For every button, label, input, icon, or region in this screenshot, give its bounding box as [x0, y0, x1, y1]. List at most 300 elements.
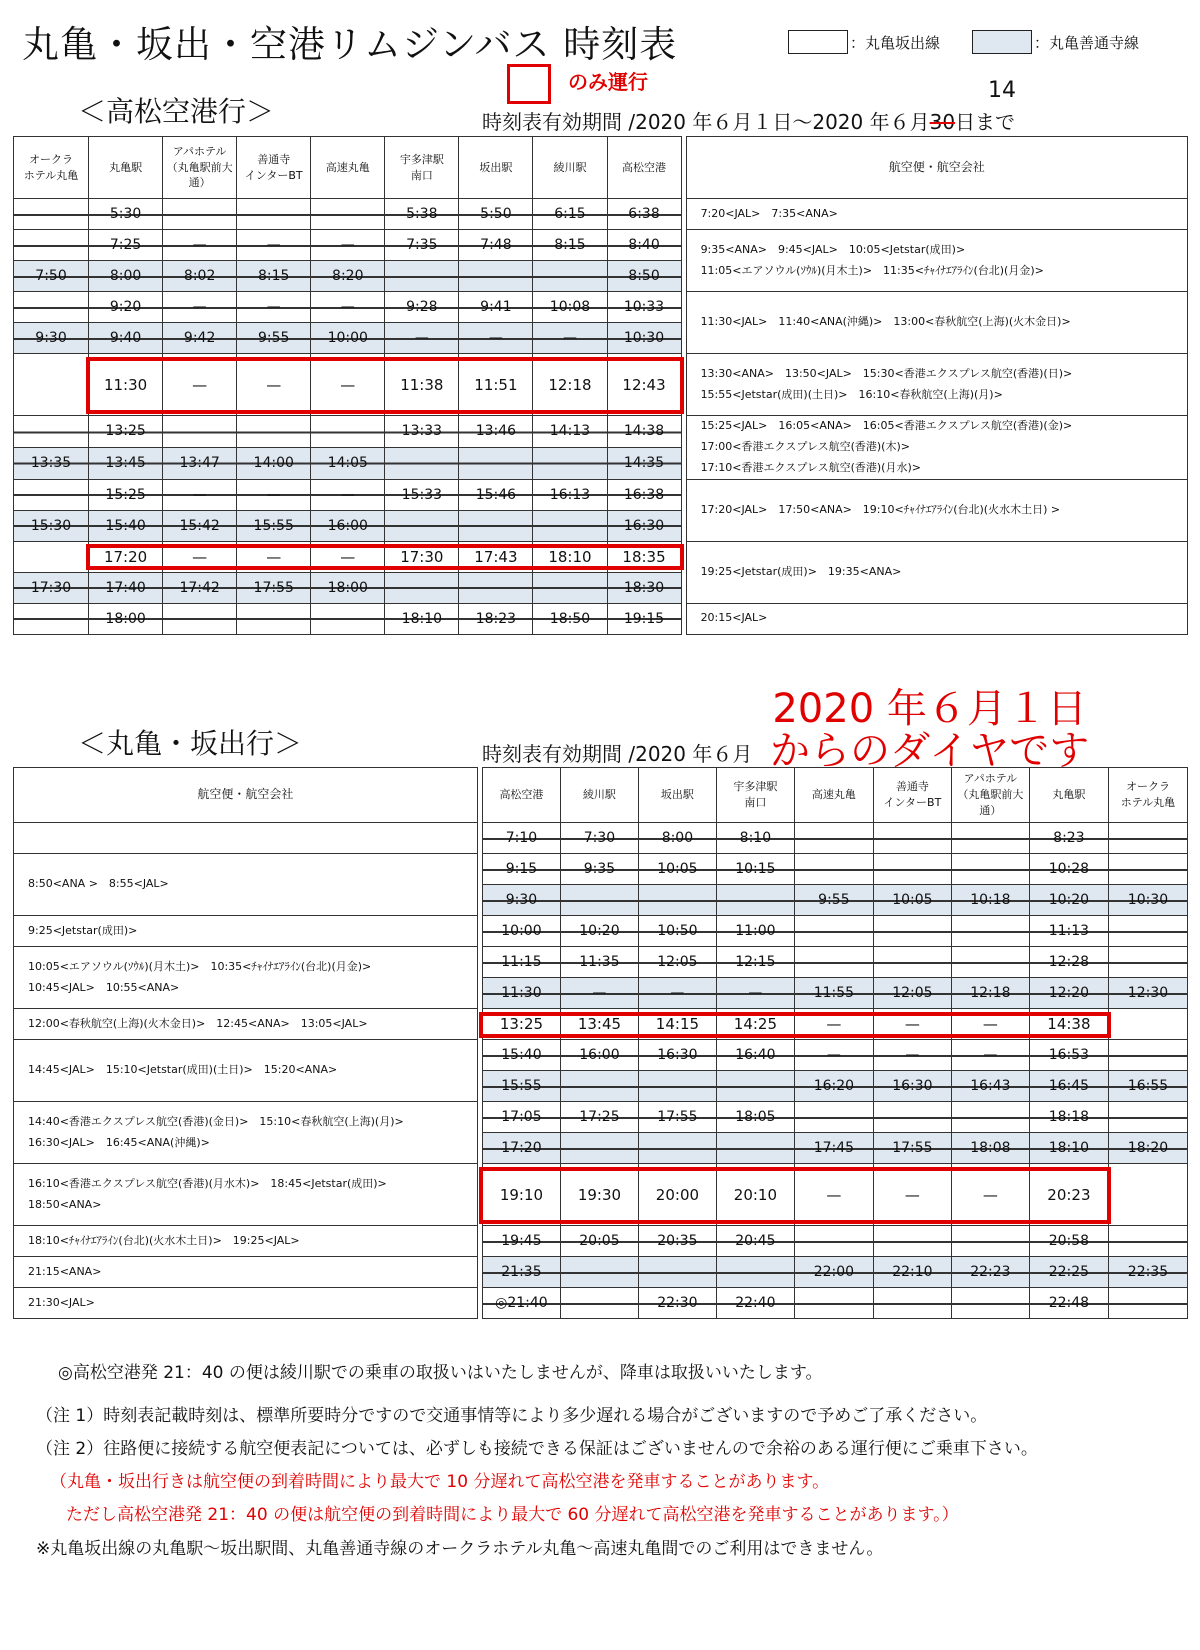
marugame-time-cell: 10:05 [873, 885, 951, 916]
marugame-row [14, 1040, 1188, 1071]
marugame-time-cell: 11:35 [560, 947, 638, 978]
marugame-header-6: アパホテル （丸亀駅前大 通） [951, 768, 1029, 823]
airport-time-cell [14, 230, 89, 261]
note-delay: （丸亀・坂出行きは航空便の到着時間により最大で 10 分遅れて高松空港を発車することがあります。 [50, 1472, 830, 1492]
marugame-time-cell: 13:45 [560, 1009, 638, 1040]
marugame-time-cell [794, 1102, 873, 1133]
marugame-time-cell: 12:15 [716, 947, 794, 978]
marugame-row [14, 854, 1188, 885]
airport-time-cell: 18:00 [311, 572, 385, 603]
marugame-time-cell [951, 1288, 1029, 1319]
airport-flight-info: 15:25<JAL> 16:05<ANA> 16:05<香港エクスプレス航空(香港)(金)> 17:00<香港エクスプレス航空(香港)(木)> 17:10<香港エクスプレス航空(香港)(月水)> [686, 416, 1187, 480]
marugame-time-cell: ◎21:40 [482, 1288, 560, 1319]
airport-time-cell: 13:45 [89, 447, 163, 479]
marugame-time-cell: 22:10 [873, 1257, 951, 1288]
airport-time-cell: 15:46 [459, 479, 533, 510]
marugame-time-cell: 17:05 [482, 1102, 560, 1133]
marugame-time-cell: 14:15 [638, 1009, 716, 1040]
airport-time-cell [237, 416, 311, 448]
airport-time-cell [311, 199, 385, 230]
airport-time-cell: 16:38 [607, 479, 681, 510]
airport-time-cell: — [311, 541, 385, 572]
marugame-time-cell: 17:20 [482, 1133, 560, 1164]
airport-row [14, 603, 1188, 634]
airport-row [14, 479, 1188, 510]
marugame-time-cell: 20:35 [638, 1226, 716, 1257]
airport-validity-correction: 14 [988, 78, 1016, 103]
airport-time-cell: 16:30 [607, 510, 681, 541]
marugame-time-cell: 11:00 [716, 916, 794, 947]
airport-time-cell: 8:00 [89, 261, 163, 292]
airport-validity-prefix: 時刻表有効期間 /2020 年６月１日〜2020 年６月 [482, 110, 930, 134]
airport-time-cell: 18:10 [533, 541, 607, 572]
marugame-time-cell: 9:30 [482, 885, 560, 916]
airport-time-cell: 8:15 [237, 261, 311, 292]
marugame-time-cell: 10:50 [638, 916, 716, 947]
airport-time-cell: — [311, 292, 385, 323]
marugame-time-cell [873, 1226, 951, 1257]
marugame-time-cell: 18:05 [716, 1102, 794, 1133]
airport-time-cell: 15:55 [237, 510, 311, 541]
marugame-header-3: 宇多津駅 南口 [716, 768, 794, 823]
airport-validity-struck-date: 30 [929, 110, 956, 134]
airport-time-cell [459, 510, 533, 541]
airport-time-cell: 17:20 [89, 541, 163, 572]
marugame-time-cell [951, 823, 1029, 854]
airport-time-cell: 7:25 [89, 230, 163, 261]
airport-flights-header: 航空便・航空会社 [686, 137, 1187, 199]
airport-time-cell: 8:40 [607, 230, 681, 261]
airport-time-cell: 12:18 [533, 354, 607, 416]
airport-time-cell: 18:23 [459, 603, 533, 634]
marugame-time-cell: 11:55 [794, 978, 873, 1009]
airport-time-cell: 8:50 [607, 261, 681, 292]
legend-zentsuji-swatch [972, 30, 1032, 54]
marugame-flight-info [14, 823, 478, 854]
airport-time-cell [311, 416, 385, 448]
airport-time-cell [14, 603, 89, 634]
marugame-time-cell [1108, 823, 1187, 854]
airport-time-cell: 10:33 [607, 292, 681, 323]
marugame-time-cell: 16:30 [638, 1040, 716, 1071]
airport-time-cell [533, 447, 607, 479]
marugame-time-cell: 18:18 [1029, 1102, 1108, 1133]
airport-time-cell: 5:38 [385, 199, 459, 230]
airport-time-cell: 8:02 [163, 261, 237, 292]
marugame-time-cell: — [951, 1009, 1029, 1040]
airport-header-2: アパホテル （丸亀駅前大 通） [163, 137, 237, 199]
marugame-time-cell [638, 1257, 716, 1288]
marugame-time-cell: — [873, 1164, 951, 1226]
marugame-time-cell [873, 916, 951, 947]
airport-time-cell: 17:43 [459, 541, 533, 572]
airport-time-cell: — [237, 479, 311, 510]
airport-time-cell: 9:20 [89, 292, 163, 323]
airport-flight-info: 9:35<ANA> 9:45<JAL> 10:05<Jetstar(成田)> 11:05<エアソウル(ｿｳﾙ)(月木土)> 11:35<ﾁｬｲﾅｴｱﾗｲﾝ(台北)(月金)> [686, 230, 1187, 292]
marugame-time-cell: 14:25 [716, 1009, 794, 1040]
marugame-time-cell: — [794, 1009, 873, 1040]
marugame-time-cell [951, 947, 1029, 978]
airport-time-cell: 17:30 [14, 572, 89, 603]
marugame-time-cell [951, 1226, 1029, 1257]
marugame-time-cell: 7:30 [560, 823, 638, 854]
marugame-time-cell: 20:23 [1029, 1164, 1108, 1226]
marugame-time-cell [716, 1133, 794, 1164]
marugame-time-cell: — [794, 1164, 873, 1226]
airport-time-cell: 9:55 [237, 323, 311, 354]
airport-time-cell: 11:51 [459, 354, 533, 416]
airport-time-cell: 7:50 [14, 261, 89, 292]
airport-time-cell [533, 261, 607, 292]
marugame-time-cell [716, 885, 794, 916]
airport-time-cell: — [237, 230, 311, 261]
marugame-time-cell [1108, 1040, 1187, 1071]
schedule-notice: 2020 年６月１日 からのダイヤです [770, 686, 1090, 774]
marugame-time-cell: 12:18 [951, 978, 1029, 1009]
airport-time-cell: 17:30 [385, 541, 459, 572]
airport-time-cell [14, 354, 89, 416]
airport-header-0: オークラ ホテル丸亀 [14, 137, 89, 199]
marugame-time-cell [560, 1133, 638, 1164]
airport-time-cell [385, 510, 459, 541]
marugame-time-cell: 16:00 [560, 1040, 638, 1071]
airport-time-cell: 5:50 [459, 199, 533, 230]
marugame-time-cell: 19:10 [482, 1164, 560, 1226]
marugame-header-4: 高速丸亀 [794, 768, 873, 823]
marugame-time-cell [560, 1288, 638, 1319]
airport-time-cell: 13:46 [459, 416, 533, 448]
marugame-time-cell [794, 823, 873, 854]
marugame-time-cell: 8:23 [1029, 823, 1108, 854]
marugame-time-cell [794, 1226, 873, 1257]
marugame-time-cell [560, 885, 638, 916]
marugame-time-cell: 17:55 [638, 1102, 716, 1133]
airport-time-cell: — [533, 323, 607, 354]
airport-time-cell: 15:40 [89, 510, 163, 541]
airport-time-cell: 11:30 [89, 354, 163, 416]
marugame-time-cell: 17:45 [794, 1133, 873, 1164]
marugame-time-cell: 16:30 [873, 1071, 951, 1102]
marugame-time-cell: 22:25 [1029, 1257, 1108, 1288]
marugame-time-cell: 12:30 [1108, 978, 1187, 1009]
airport-time-cell [533, 510, 607, 541]
marugame-time-cell [716, 1257, 794, 1288]
marugame-time-cell [638, 1133, 716, 1164]
airport-time-cell: 7:35 [385, 230, 459, 261]
airport-row [14, 292, 1188, 323]
airport-time-cell: 15:25 [89, 479, 163, 510]
airport-header-6: 坂出駅 [459, 137, 533, 199]
airport-time-cell [237, 199, 311, 230]
marugame-row [14, 1257, 1188, 1288]
marugame-time-cell [794, 947, 873, 978]
marugame-time-cell: 12:05 [873, 978, 951, 1009]
airport-time-cell: 15:30 [14, 510, 89, 541]
airport-time-cell: 18:30 [607, 572, 681, 603]
marugame-time-cell [951, 916, 1029, 947]
marugame-time-cell [794, 916, 873, 947]
airport-time-cell: 10:08 [533, 292, 607, 323]
marugame-time-cell: 20:58 [1029, 1226, 1108, 1257]
legend-sakaide-label: ：丸亀坂出線 [850, 34, 941, 52]
marugame-header-8: オークラ ホテル丸亀 [1108, 768, 1187, 823]
airport-section-heading: ＜高松空港行＞ [78, 95, 275, 128]
marugame-time-cell: 22:35 [1108, 1257, 1187, 1288]
marugame-time-cell [951, 854, 1029, 885]
marugame-time-cell [560, 1071, 638, 1102]
marugame-time-cell: 18:08 [951, 1133, 1029, 1164]
airport-validity-suffix: 日まで [955, 110, 1016, 134]
airport-time-cell: 12:43 [607, 354, 681, 416]
airport-flight-info: 7:20<JAL> 7:35<ANA> [686, 199, 1187, 230]
marugame-time-cell: 9:15 [482, 854, 560, 885]
airport-time-cell [311, 603, 385, 634]
airport-time-cell: 18:10 [385, 603, 459, 634]
marugame-time-cell: 14:38 [1029, 1009, 1108, 1040]
marugame-time-cell: — [873, 1040, 951, 1071]
marugame-time-cell: 22:30 [638, 1288, 716, 1319]
note-restriction: ※丸亀坂出線の丸亀駅〜坂出駅間、丸亀善通寺線のオークラホテル丸亀〜高速丸亀間でのご利用はできません。 [36, 1539, 884, 1559]
marugame-time-cell: 8:10 [716, 823, 794, 854]
airport-validity [482, 106, 1015, 135]
marugame-time-cell [560, 1257, 638, 1288]
airport-flight-info: 17:20<JAL> 17:50<ANA> 19:10<ﾁｬｲﾅｴｱﾗｲﾝ(台北)(火水木土日) > [686, 479, 1187, 541]
airport-time-cell: 14:13 [533, 416, 607, 448]
marugame-time-cell [873, 1288, 951, 1319]
only-operating-label: のみ運行 [568, 70, 648, 94]
airport-time-cell: 18:35 [607, 541, 681, 572]
marugame-time-cell: 11:13 [1029, 916, 1108, 947]
airport-time-cell: 8:15 [533, 230, 607, 261]
airport-time-cell: — [237, 292, 311, 323]
marugame-validity: 時刻表有効期間 /2020 年６月 [482, 742, 753, 766]
marugame-time-cell: 12:20 [1029, 978, 1108, 1009]
marugame-flight-info: 18:10<ﾁｬｲﾅｴｱﾗｲﾝ(台北)(火水木土日)> 19:25<JAL> [14, 1226, 478, 1257]
marugame-row [14, 1226, 1188, 1257]
marugame-flight-info: 14:40<香港エクスプレス航空(香港)(金日)> 15:10<春秋航空(上海)(月)> 16:30<JAL> 16:45<ANA(沖縄)> [14, 1102, 478, 1164]
marugame-time-cell [794, 1288, 873, 1319]
marugame-time-cell: 11:15 [482, 947, 560, 978]
airport-time-cell [237, 603, 311, 634]
marugame-time-cell: 10:05 [638, 854, 716, 885]
marugame-time-cell [873, 854, 951, 885]
airport-time-cell: 16:13 [533, 479, 607, 510]
airport-time-cell [533, 572, 607, 603]
marugame-time-cell [873, 1102, 951, 1133]
airport-time-cell: 13:25 [89, 416, 163, 448]
marugame-time-cell: 20:05 [560, 1226, 638, 1257]
marugame-time-cell [1108, 947, 1187, 978]
marugame-time-cell: 17:25 [560, 1102, 638, 1133]
marugame-time-cell [873, 947, 951, 978]
marugame-header-1: 綾川駅 [560, 768, 638, 823]
marugame-time-cell: 17:55 [873, 1133, 951, 1164]
marugame-flight-info: 9:25<Jetstar(成田)> [14, 916, 478, 947]
marugame-time-cell: 19:30 [560, 1164, 638, 1226]
marugame-time-cell [1108, 1288, 1187, 1319]
marugame-flight-info: 16:10<香港エクスプレス航空(香港)(月水木)> 18:45<Jetstar(成田)> 18:50<ANA> [14, 1164, 478, 1226]
marugame-time-cell [1108, 916, 1187, 947]
airport-time-cell [14, 199, 89, 230]
marugame-time-cell: 10:00 [482, 916, 560, 947]
airport-time-cell [385, 447, 459, 479]
airport-time-cell: 10:00 [311, 323, 385, 354]
airport-time-cell: 17:55 [237, 572, 311, 603]
marugame-section-heading: ＜丸亀・坂出行＞ [78, 727, 303, 760]
legend-zentsuji-label: ：丸亀善通寺線 [1034, 34, 1140, 52]
marugame-flights-header: 航空便・航空会社 [14, 768, 478, 823]
marugame-row [14, 916, 1188, 947]
page-title: 丸亀・坂出・空港リムジンバス 時刻表 [22, 23, 678, 66]
airport-time-cell: — [163, 354, 237, 416]
marugame-time-cell: 22:23 [951, 1257, 1029, 1288]
airport-time-cell: 17:42 [163, 572, 237, 603]
marugame-time-cell: 10:20 [560, 916, 638, 947]
marugame-time-cell: 18:10 [1029, 1133, 1108, 1164]
marugame-time-cell: — [716, 978, 794, 1009]
airport-time-cell: 9:28 [385, 292, 459, 323]
marugame-time-cell [1108, 854, 1187, 885]
airport-flight-info: 11:30<JAL> 11:40<ANA(沖縄)> 13:00<春秋航空(上海)(火木金日)> [686, 292, 1187, 354]
airport-flight-info: 20:15<JAL> [686, 603, 1187, 634]
airport-time-cell: 9:30 [14, 323, 89, 354]
marugame-flight-info: 8:50<ANA > 8:55<JAL> [14, 854, 478, 916]
marugame-time-cell: 13:25 [482, 1009, 560, 1040]
marugame-time-cell: 16:43 [951, 1071, 1029, 1102]
airport-time-cell: 15:33 [385, 479, 459, 510]
marugame-time-cell: 22:40 [716, 1288, 794, 1319]
marugame-time-cell: — [638, 978, 716, 1009]
airport-time-cell: — [311, 354, 385, 416]
marugame-time-cell: 8:00 [638, 823, 716, 854]
marugame-time-cell: 10:30 [1108, 885, 1187, 916]
legend-sakaide-swatch [788, 30, 848, 54]
airport-time-cell [163, 199, 237, 230]
marugame-time-cell: 22:48 [1029, 1288, 1108, 1319]
marugame-time-cell: — [951, 1040, 1029, 1071]
marugame-time-cell: 9:55 [794, 885, 873, 916]
airport-time-cell [14, 292, 89, 323]
marugame-time-cell [716, 1071, 794, 1102]
marugame-time-cell: 9:35 [560, 854, 638, 885]
marugame-header-0: 高松空港 [482, 768, 560, 823]
marugame-time-cell: 18:20 [1108, 1133, 1187, 1164]
airport-time-cell: — [311, 479, 385, 510]
airport-row [14, 354, 1188, 416]
marugame-time-cell: 10:28 [1029, 854, 1108, 885]
marugame-time-cell: 10:15 [716, 854, 794, 885]
airport-time-cell [14, 541, 89, 572]
airport-flight-info: 13:30<ANA> 13:50<JAL> 15:30<香港エクスプレス航空(香港)(日)> 15:55<Jetstar(成田)(土日)> 16:10<春秋航空(上海)(月)> [686, 354, 1187, 416]
marugame-time-cell: — [560, 978, 638, 1009]
marugame-time-cell: 12:05 [638, 947, 716, 978]
airport-time-cell [385, 261, 459, 292]
airport-time-cell: 6:15 [533, 199, 607, 230]
airport-time-cell: 11:38 [385, 354, 459, 416]
marugame-time-cell: 20:45 [716, 1226, 794, 1257]
marugame-flight-info: 21:15<ANA> [14, 1257, 478, 1288]
airport-time-cell: 14:05 [311, 447, 385, 479]
airport-timetable [13, 136, 1188, 635]
marugame-flight-info: 12:00<春秋航空(上海)(火木金日)> 12:45<ANA> 13:05<JAL> [14, 1009, 478, 1040]
marugame-time-cell: 15:40 [482, 1040, 560, 1071]
marugame-time-cell: 16:53 [1029, 1040, 1108, 1071]
note-2: （注 2）往路便に接続する航空便表記については、必ずしも接続できる保証はございませんので余裕のある運行便にご乗車下さい。 [36, 1439, 1038, 1459]
marugame-flight-info: 14:45<JAL> 15:10<Jetstar(成田)(土日)> 15:20<ANA> [14, 1040, 478, 1102]
marugame-time-cell: 11:30 [482, 978, 560, 1009]
marugame-row [14, 823, 1188, 854]
airport-time-cell: — [237, 354, 311, 416]
marugame-time-cell [1108, 1009, 1187, 1040]
airport-header-7: 綾川駅 [533, 137, 607, 199]
airport-time-cell [459, 447, 533, 479]
airport-row [14, 230, 1188, 261]
airport-time-cell [14, 479, 89, 510]
marugame-time-cell: 16:45 [1029, 1071, 1108, 1102]
airport-header-5: 宇多津駅 南口 [385, 137, 459, 199]
marugame-time-cell: 22:00 [794, 1257, 873, 1288]
airport-header-3: 善通寺 インターBT [237, 137, 311, 199]
marugame-time-cell [873, 823, 951, 854]
marugame-time-cell [1108, 1226, 1187, 1257]
airport-time-cell [163, 603, 237, 634]
marugame-time-cell [951, 1102, 1029, 1133]
note-delay-late: ただし高松空港発 21：40 の便は航空便の到着時間により最大で 60 分遅れて高松空港を発車することがあります。） [66, 1505, 959, 1525]
airport-row [14, 541, 1188, 572]
marugame-time-cell: 16:55 [1108, 1071, 1187, 1102]
marugame-timetable [13, 767, 1188, 1319]
marugame-time-cell [1108, 1102, 1187, 1133]
marugame-time-cell: 21:35 [482, 1257, 560, 1288]
airport-time-cell: 15:42 [163, 510, 237, 541]
airport-time-cell [14, 416, 89, 448]
airport-time-cell: 17:40 [89, 572, 163, 603]
marugame-time-cell [794, 854, 873, 885]
marugame-row [14, 1288, 1188, 1319]
airport-time-cell: 13:35 [14, 447, 89, 479]
airport-time-cell: 14:35 [607, 447, 681, 479]
airport-time-cell: 18:00 [89, 603, 163, 634]
marugame-time-cell: 15:55 [482, 1071, 560, 1102]
marugame-time-cell [638, 1071, 716, 1102]
airport-time-cell [385, 572, 459, 603]
airport-time-cell: 10:30 [607, 323, 681, 354]
marugame-row [14, 947, 1188, 978]
airport-flight-info: 19:25<Jetstar(成田)> 19:35<ANA> [686, 541, 1187, 603]
airport-time-cell: 9:40 [89, 323, 163, 354]
airport-time-cell: — [163, 479, 237, 510]
marugame-row [14, 1009, 1188, 1040]
note-ayagawa: ◎高松空港発 21：40 の便は綾川駅での乗車の取扱いはいたしませんが、降車は取扱いいたします。 [58, 1363, 823, 1383]
airport-time-cell [459, 572, 533, 603]
airport-time-cell: 14:00 [237, 447, 311, 479]
only-operating-swatch [507, 64, 551, 104]
marugame-time-cell: 20:00 [638, 1164, 716, 1226]
airport-time-cell: 7:48 [459, 230, 533, 261]
marugame-time-cell: — [873, 1009, 951, 1040]
airport-header-8: 高松空港 [607, 137, 681, 199]
airport-header-4: 高速丸亀 [311, 137, 385, 199]
airport-time-cell: — [311, 230, 385, 261]
marugame-header-5: 善通寺 インターBT [873, 768, 951, 823]
airport-time-cell: — [459, 323, 533, 354]
note-1: （注 1）時刻表記載時刻は、標準所要時分ですので交通事情等により多少遅れる場合がございますので予めご了承ください。 [36, 1406, 988, 1426]
marugame-time-cell [1108, 1164, 1187, 1226]
marugame-header-2: 坂出駅 [638, 768, 716, 823]
airport-time-cell: 5:30 [89, 199, 163, 230]
airport-time-cell: 9:41 [459, 292, 533, 323]
airport-time-cell: 6:38 [607, 199, 681, 230]
